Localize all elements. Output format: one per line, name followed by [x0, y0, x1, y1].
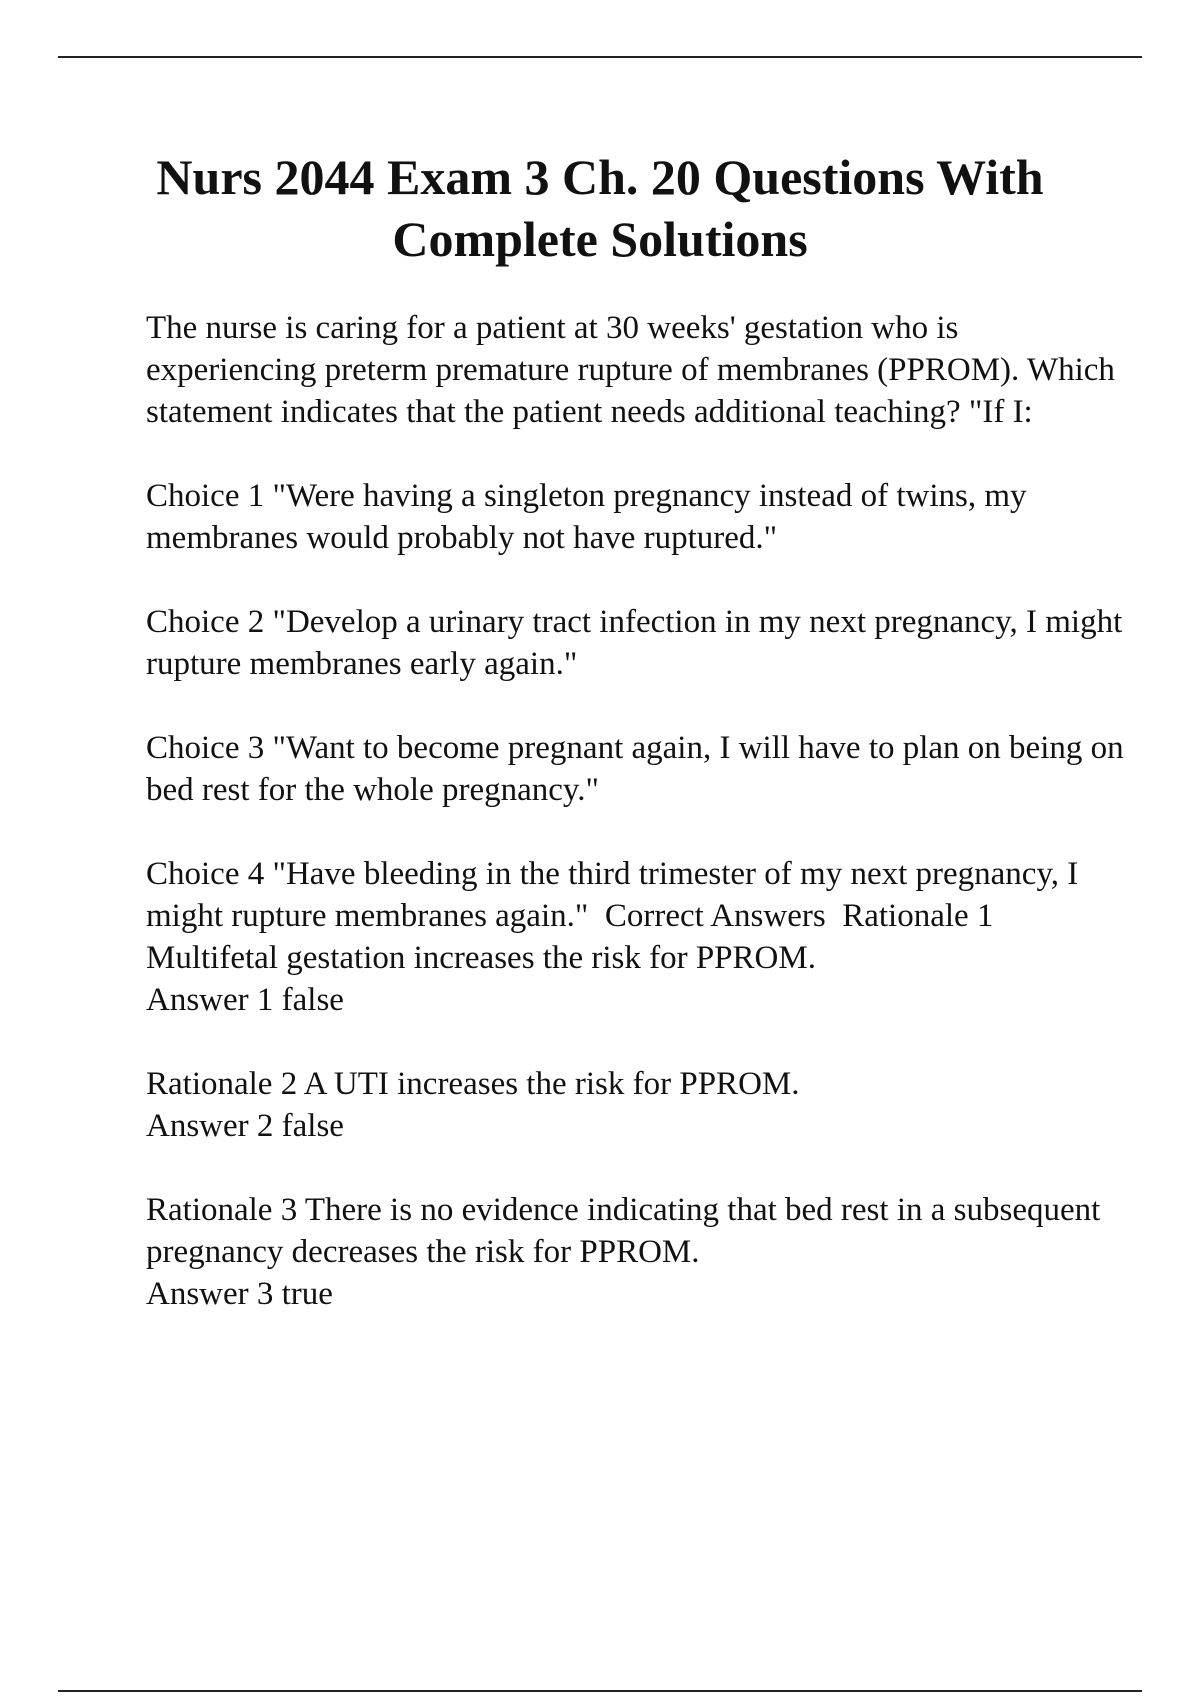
header-rule: [58, 56, 1142, 58]
document-title: Nurs 2044 Exam 3 Ch. 20 Questions With Complete Solutions: [156, 149, 1044, 267]
answer-3: Answer 3 true: [146, 1276, 333, 1312]
question-text: The nurse is caring for a patient at 30 weeks' gestation who is experiencing preterm premature rupture of membranes (PPROM). Which statement indicates that the patient needs additional teaching? "If I:: [146, 310, 1124, 430]
footer-rule: [58, 1690, 1142, 1692]
answer-1: Answer 1 false: [146, 982, 344, 1018]
rationale-3: Rationale 3 There is no evidence indicating that bed rest in a subsequent pregnancy decreases the risk for PPROM.: [146, 1192, 1109, 1270]
rationale-2: Rationale 2 A UTI increases the risk for PPROM.: [146, 1066, 800, 1102]
choice-2: Choice 2 "Develop a urinary tract infection in my next pregnancy, I might rupture membranes early again.": [146, 604, 1131, 682]
document-body: [146, 307, 1132, 1357]
choice-3: Choice 3 "Want to become pregnant again, I will have to plan on being on bed rest for the whole pregnancy.": [146, 730, 1132, 808]
answer-2: Answer 2 false: [146, 1108, 344, 1144]
choice-4: Choice 4 "Have bleeding in the third trimester of my next pregnancy, I might rupture membranes again." Correct Answers Rationale 1 Multifetal gestation increases the risk for PPROM.: [146, 856, 1087, 976]
choice-1: Choice 1 "Were having a singleton pregnancy instead of twins, my membranes would probably not have ruptured.": [146, 478, 1035, 556]
